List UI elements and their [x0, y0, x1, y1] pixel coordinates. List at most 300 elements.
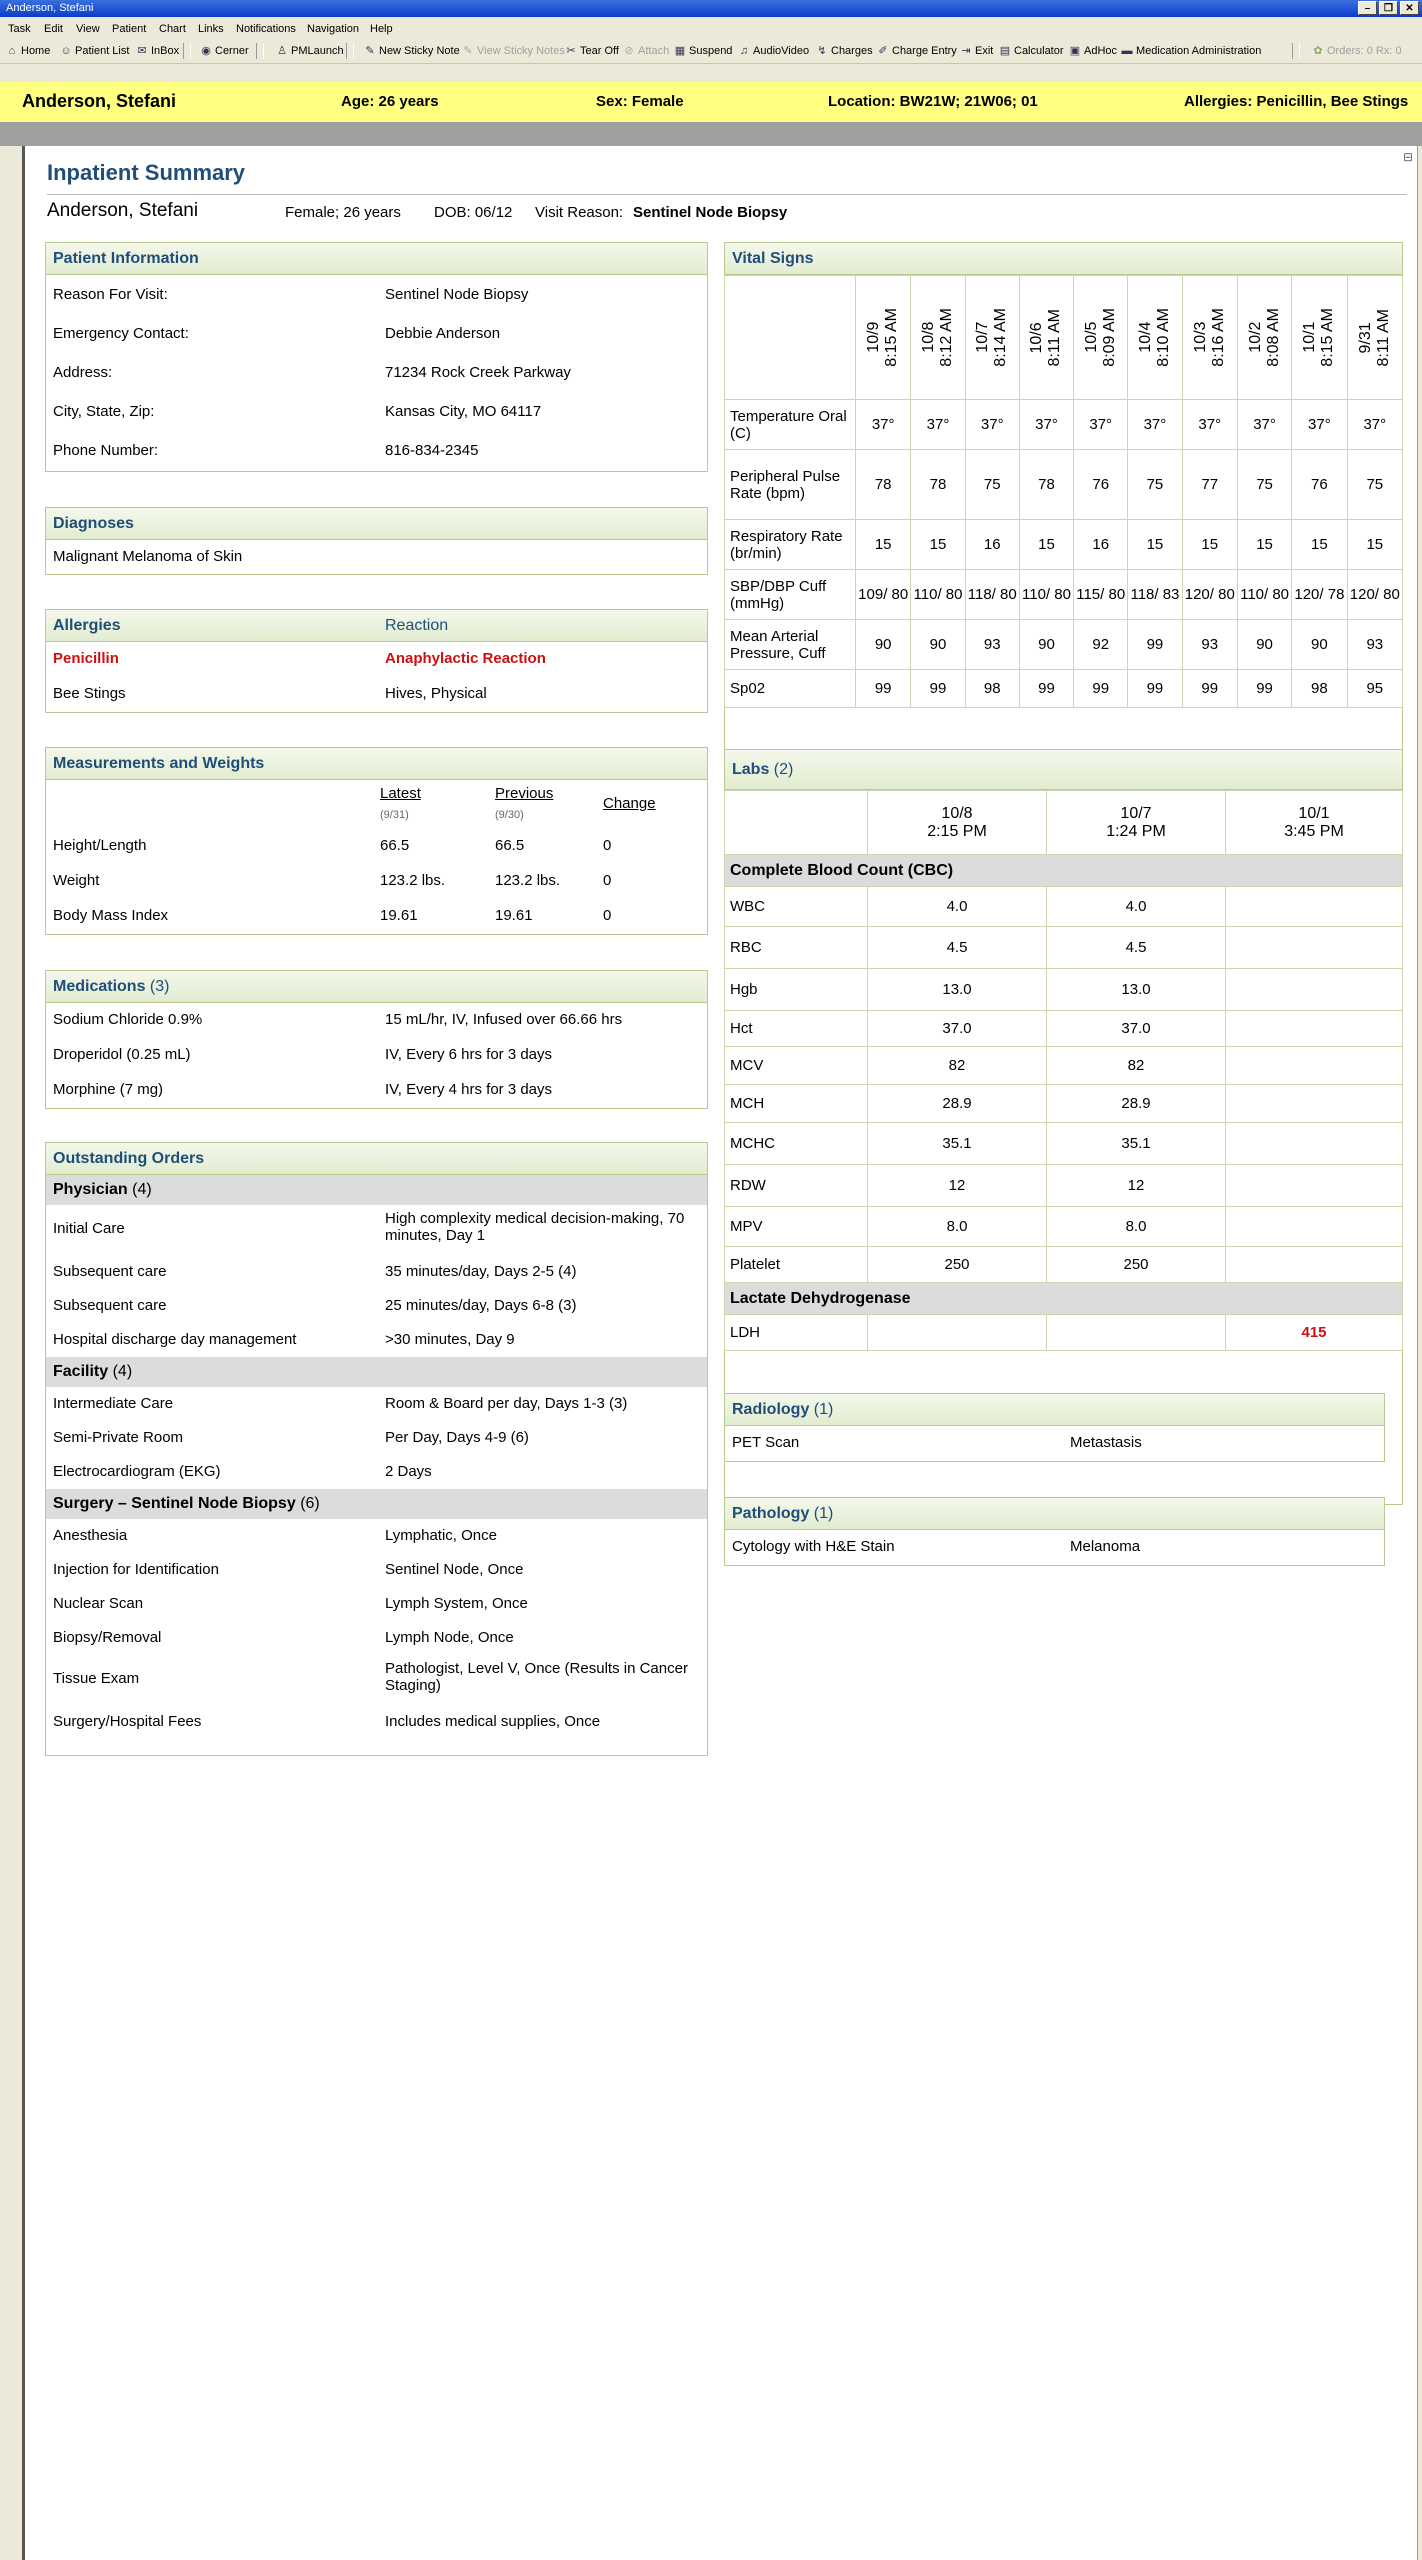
vital-time: 8:15 AM	[1319, 308, 1337, 367]
order-name: Injection for Identification	[53, 1561, 219, 1578]
menu-task[interactable]: Task	[8, 23, 31, 35]
new-sticky-note-button[interactable]	[364, 39, 460, 63]
measurement-latest: 66.5	[380, 837, 410, 854]
vital-value: 37°	[856, 400, 911, 450]
vital-value: 99	[1019, 670, 1073, 708]
order-detail: 2 Days	[385, 1463, 432, 1480]
radiology-row	[725, 1426, 1384, 1461]
adhoc-icon: ▣	[1069, 45, 1081, 57]
home-label: Home	[21, 45, 51, 57]
menu-bar	[0, 19, 1422, 39]
allergies-header: Allergies	[53, 617, 121, 634]
order-group-physician	[46, 1175, 707, 1205]
allergy-name: Penicillin	[53, 650, 119, 667]
order-detail: Includes medical supplies, Once	[385, 1713, 601, 1730]
reaction-header: Reaction	[385, 617, 449, 634]
vitals-row	[725, 670, 1403, 708]
vital-value: 75	[1347, 450, 1402, 520]
allergy-name: Bee Stings	[53, 685, 126, 702]
latest-header: Latest	[380, 785, 421, 802]
lab-label: RDW	[725, 1165, 868, 1207]
calculator-label: Calculator	[1014, 45, 1064, 57]
charge-entry-button[interactable]	[877, 39, 957, 63]
vitals-date-cell	[1074, 276, 1128, 400]
medication-administration-button[interactable]	[1121, 39, 1261, 63]
vital-label: Peripheral Pulse Rate (bpm)	[725, 450, 856, 520]
vital-value: 37°	[1074, 400, 1128, 450]
vital-time: 8:14 AM	[992, 308, 1010, 367]
panel-header: Outstanding Orders	[46, 1143, 707, 1175]
lab-value: 250	[1047, 1247, 1226, 1283]
order-row	[46, 1289, 707, 1323]
lab-time: 2:15 PM	[927, 822, 987, 840]
order-group-count: (4)	[112, 1363, 133, 1380]
vital-value: 118/ 80	[965, 570, 1019, 620]
banner-allergies: Allergies: Penicillin, Bee Stings	[1184, 93, 1409, 110]
banner-age: Age: 26 years	[341, 93, 439, 110]
vitals-date-cell	[911, 276, 965, 400]
order-group-count: (4)	[132, 1181, 152, 1198]
lab-value: 250	[868, 1247, 1047, 1283]
order-row	[46, 1705, 707, 1739]
panel-header: Measurements and Weights	[46, 748, 707, 780]
paperclip-icon: ⊘	[624, 45, 634, 57]
cerner-button[interactable]	[200, 39, 249, 63]
inbox-label: InBox	[151, 45, 180, 57]
vital-value: 15	[1128, 520, 1182, 570]
summary-demographics: Female; 26 years	[285, 204, 401, 221]
vital-value: 98	[965, 670, 1019, 708]
vital-value: 15	[1182, 520, 1237, 570]
pathology-row	[725, 1530, 1384, 1565]
cerner-icon: ◉	[201, 45, 211, 57]
menu-navigation[interactable]: Navigation	[307, 23, 359, 35]
menu-chart[interactable]: Chart	[159, 23, 186, 35]
sticky-notes-icon: ✎	[463, 45, 473, 57]
medications-count: (3)	[149, 978, 170, 995]
lab-value-abnormal: 415	[1226, 1315, 1403, 1351]
lab-value	[1226, 1247, 1403, 1283]
lab-value	[1226, 1047, 1403, 1085]
allergy-reaction: Hives, Physical	[385, 685, 487, 702]
banner-sex: Sex: Female	[596, 93, 684, 110]
vitals-row	[725, 400, 1403, 450]
order-detail: Room & Board per day, Days 1-3 (3)	[385, 1395, 628, 1412]
vital-value: 110/ 80	[1237, 570, 1291, 620]
order-group-name: Physician	[53, 1181, 128, 1198]
charge-entry-icon: ✐	[878, 45, 888, 57]
order-name: Subsequent care	[53, 1297, 167, 1314]
measurements-panel	[45, 747, 708, 935]
home-icon: ⌂	[8, 45, 16, 57]
lab-value: 37.0	[1047, 1011, 1226, 1047]
lab-value: 28.9	[1047, 1085, 1226, 1123]
orders-status[interactable]	[1312, 39, 1402, 63]
measurement-previous: 123.2 lbs.	[495, 872, 561, 889]
radiology-result: Metastasis	[1070, 1434, 1142, 1451]
labs-count: (2)	[773, 761, 794, 778]
info-value: Sentinel Node Biopsy	[385, 286, 529, 303]
medication-detail: IV, Every 4 hrs for 3 days	[385, 1081, 553, 1098]
vital-value: 93	[1182, 620, 1237, 670]
previous-header: Previous	[495, 785, 554, 802]
title-divider	[47, 194, 1407, 195]
labs-panel	[724, 749, 1403, 1505]
attach-button[interactable]	[623, 39, 669, 63]
vital-value: 99	[856, 670, 911, 708]
lab-value: 13.0	[868, 969, 1047, 1011]
orders-icon: ✿	[1313, 45, 1323, 57]
vital-date: 10/8	[920, 321, 937, 354]
vital-value: 37°	[1182, 400, 1237, 450]
adhoc-label: AdHoc	[1084, 45, 1118, 57]
lab-date-cell	[868, 791, 1047, 855]
lab-value: 4.0	[868, 887, 1047, 927]
vital-value: 78	[911, 450, 965, 520]
latest-date: (9/31)	[380, 809, 409, 821]
lab-label: Hgb	[725, 969, 868, 1011]
vitals-corner-cell	[725, 276, 856, 400]
panel-header	[46, 610, 707, 642]
info-value: Debbie Anderson	[385, 325, 501, 342]
pmlaunch-button[interactable]	[276, 39, 344, 63]
vital-date: 10/2	[1246, 321, 1264, 354]
attach-label: Attach	[638, 45, 670, 57]
adhoc-button[interactable]	[1069, 39, 1117, 63]
orders-label: Orders: 0 Rx: 0	[1327, 45, 1402, 57]
lab-value: 28.9	[868, 1085, 1047, 1123]
vital-value: 77	[1182, 450, 1237, 520]
info-label: City, State, Zip:	[53, 403, 155, 420]
vital-time: 8:15 AM	[883, 308, 901, 367]
inpatient-summary-view	[22, 146, 1418, 2560]
lab-row	[725, 1247, 1403, 1283]
patient-list-button[interactable]	[60, 39, 129, 63]
panel-header	[725, 1394, 1384, 1426]
menu-edit[interactable]: Edit	[44, 23, 63, 35]
measurement-change: 0	[603, 837, 612, 854]
view-sticky-notes-button[interactable]	[462, 39, 565, 63]
lab-value	[1226, 1085, 1403, 1123]
lab-row	[725, 1047, 1403, 1085]
lab-date: 10/7	[1120, 804, 1152, 822]
labs-table	[724, 790, 1403, 1351]
measurement-row	[46, 900, 707, 935]
vital-value: 92	[1074, 620, 1128, 670]
medication-row	[46, 1003, 707, 1038]
order-detail: Per Day, Days 4-9 (6)	[385, 1429, 529, 1446]
lab-section-row	[725, 855, 1403, 887]
order-detail: 25 minutes/day, Days 6-8 (3)	[385, 1297, 577, 1314]
vital-value: 15	[911, 520, 965, 570]
vital-value: 78	[856, 450, 911, 520]
order-row	[46, 1421, 707, 1455]
lab-label: WBC	[725, 887, 868, 927]
charges-label: Charges	[831, 45, 873, 57]
vitals-date-cell	[1019, 276, 1073, 400]
panel-header	[725, 750, 1402, 790]
vital-value: 120/ 80	[1182, 570, 1237, 620]
order-name: Electrocardiogram (EKG)	[53, 1463, 221, 1480]
order-group-facility	[46, 1357, 707, 1387]
vitals-date-cell	[1182, 276, 1237, 400]
calculator-icon: ▤	[999, 45, 1011, 57]
collapse-icon[interactable]: ⊟	[1402, 150, 1413, 164]
vital-time: 8:08 AM	[1264, 308, 1282, 367]
order-row	[46, 1621, 707, 1655]
vital-value: 90	[1237, 620, 1291, 670]
order-name: Biopsy/Removal	[53, 1629, 162, 1646]
order-group-count: (6)	[300, 1495, 320, 1512]
vital-label: Respiratory Rate (br/min)	[725, 520, 856, 570]
info-value: 71234 Rock Creek Parkway	[385, 364, 571, 381]
info-row	[46, 353, 707, 392]
lab-value	[1226, 1207, 1403, 1247]
exit-button[interactable]	[960, 39, 993, 63]
lab-section-name: Lactate Dehydrogenase	[725, 1283, 1403, 1315]
vital-date: 10/4	[1136, 321, 1154, 354]
lab-time: 3:45 PM	[1284, 822, 1344, 840]
order-name: Tissue Exam	[53, 1670, 140, 1687]
menu-notifications[interactable]: Notifications	[236, 23, 296, 35]
vital-value: 15	[1019, 520, 1073, 570]
lab-time: 1:24 PM	[1106, 822, 1166, 840]
info-label: Phone Number:	[53, 442, 159, 459]
vital-value: 75	[1128, 450, 1182, 520]
lab-row	[725, 1123, 1403, 1165]
medications-header: Medications	[53, 978, 146, 995]
order-detail: 35 minutes/day, Days 2-5 (4)	[385, 1263, 577, 1280]
vital-value: 16	[1074, 520, 1128, 570]
vital-date: 10/3	[1191, 321, 1209, 354]
view-sticky-label: View Sticky Notes	[477, 45, 565, 57]
pmlaunch-label: PMLaunch	[291, 45, 344, 57]
audio-video-label: AudioVideo	[753, 45, 810, 57]
vital-value: 110/ 80	[911, 570, 965, 620]
measurement-label: Weight	[53, 872, 100, 889]
vital-value: 110/ 80	[1019, 570, 1073, 620]
lab-value: 12	[868, 1165, 1047, 1207]
toolbar-separator	[346, 43, 354, 59]
medication-name: Morphine (7 mg)	[53, 1081, 164, 1098]
pathology-panel	[724, 1497, 1385, 1566]
lab-value: 4.5	[868, 927, 1047, 969]
lab-label: LDH	[725, 1315, 868, 1351]
vital-time: 8:10 AM	[1154, 308, 1172, 367]
patient-list-label: Patient List	[75, 45, 130, 57]
medication-row	[46, 1073, 707, 1108]
lab-label: RBC	[725, 927, 868, 969]
order-detail: Pathologist, Level V, Once (Results in Cancer Staging)	[385, 1660, 688, 1694]
medication-row	[46, 1038, 707, 1073]
allergy-row	[46, 642, 707, 677]
vital-value: 37°	[1292, 400, 1347, 450]
lab-section-name: Complete Blood Count (CBC)	[725, 855, 1403, 887]
order-name: Subsequent care	[53, 1263, 167, 1280]
vitals-date-cell	[1128, 276, 1182, 400]
change-header: Change	[603, 795, 656, 812]
person-icon: ☺	[60, 45, 72, 57]
vital-value: 37°	[1128, 400, 1182, 450]
patient-information-panel	[45, 242, 708, 472]
calculator-button[interactable]	[999, 39, 1064, 63]
vital-date: 10/5	[1082, 321, 1100, 354]
vital-date: 10/9	[865, 321, 883, 354]
vitals-date-cell	[1237, 276, 1291, 400]
lab-row	[725, 1207, 1403, 1247]
lab-value: 12	[1047, 1165, 1226, 1207]
vital-value: 90	[1292, 620, 1347, 670]
audio-video-button[interactable]	[738, 39, 809, 63]
vitals-date-cell	[856, 276, 911, 400]
lab-label: Hct	[725, 1011, 868, 1047]
info-value: Kansas City, MO 64117	[385, 403, 542, 420]
vital-value: 78	[1019, 450, 1073, 520]
order-detail: High complexity medical decision-making, 70 minutes, Day 1	[385, 1210, 685, 1244]
lab-value: 37.0	[868, 1011, 1047, 1047]
measurement-change: 0	[603, 907, 612, 924]
measurement-previous: 19.61	[495, 907, 533, 924]
menu-help[interactable]: Help	[370, 23, 393, 35]
lab-row	[725, 1315, 1403, 1351]
vital-value: 109/ 80	[856, 570, 911, 620]
vital-time: 8:11 AM	[1374, 308, 1392, 367]
info-row	[46, 431, 707, 470]
vitals-row	[725, 570, 1403, 620]
vital-label: SBP/DBP Cuff (mmHg)	[725, 570, 856, 620]
toolbar-separator	[183, 43, 191, 59]
order-name: Nuclear Scan	[53, 1595, 144, 1612]
lab-value	[1226, 969, 1403, 1011]
lab-row	[725, 887, 1403, 927]
vital-value: 98	[1292, 670, 1347, 708]
vitals-row	[725, 520, 1403, 570]
panel-header: Patient Information	[46, 243, 707, 275]
panel-header	[725, 1498, 1384, 1530]
lab-label: MPV	[725, 1207, 868, 1247]
lab-row	[725, 1011, 1403, 1047]
vital-value: 99	[911, 670, 965, 708]
menu-patient[interactable]: Patient	[112, 23, 147, 35]
vital-value: 99	[1074, 670, 1128, 708]
panel-header: Vital Signs	[725, 243, 1402, 275]
previous-date: (9/30)	[495, 809, 524, 821]
vital-time: 8:12 AM	[938, 308, 955, 367]
vital-label: Mean Arterial Pressure, Cuff	[725, 620, 856, 670]
page-title: Inpatient Summary	[47, 160, 246, 185]
order-detail: Lymphatic, Once	[385, 1527, 497, 1544]
vital-value: 95	[1347, 670, 1402, 708]
measurement-label: Height/Length	[53, 837, 147, 854]
audio-video-icon: ♫	[739, 45, 749, 57]
menu-links[interactable]: Links	[198, 23, 224, 35]
lab-date: 10/8	[941, 804, 973, 822]
vital-value: 90	[911, 620, 965, 670]
pathology-header: Pathology	[732, 1505, 810, 1522]
order-group-surgery	[46, 1489, 707, 1519]
vital-value: 37°	[1237, 400, 1291, 450]
launch-icon: ♙	[277, 45, 287, 57]
vital-value: 15	[856, 520, 911, 570]
close-button[interactable]: ✕	[1400, 1, 1419, 15]
lab-value	[1226, 1011, 1403, 1047]
restore-button[interactable]: ❐	[1379, 1, 1398, 15]
order-detail: Lymph System, Once	[385, 1595, 528, 1612]
vital-value: 15	[1237, 520, 1291, 570]
lab-section-row	[725, 1283, 1403, 1315]
lab-value: 82	[1047, 1047, 1226, 1085]
measurement-label: Body Mass Index	[53, 907, 169, 924]
vitals-date-cell	[1292, 276, 1347, 400]
inbox-button[interactable]	[136, 39, 179, 63]
home-button[interactable]	[6, 39, 50, 63]
vital-time: 8:09 AM	[1100, 308, 1118, 367]
info-value: 816-834-2345	[385, 442, 479, 459]
vital-value: 37°	[1347, 400, 1402, 450]
inbox-icon: ✉	[137, 45, 147, 57]
measurement-row	[46, 865, 707, 900]
suspend-button[interactable]	[674, 39, 732, 63]
order-row	[46, 1255, 707, 1289]
order-detail: Lymph Node, Once	[385, 1629, 514, 1646]
vital-value: 15	[1347, 520, 1402, 570]
vital-value: 93	[1347, 620, 1402, 670]
order-row	[46, 1519, 707, 1553]
charges-button[interactable]	[816, 39, 873, 63]
vital-date: 9/31	[1356, 321, 1374, 354]
info-label: Reason For Visit:	[53, 286, 168, 303]
info-row	[46, 314, 707, 353]
diagnoses-panel	[45, 507, 708, 575]
lab-label: Platelet	[725, 1247, 868, 1283]
order-row	[46, 1587, 707, 1621]
order-name: Hospital discharge day management	[53, 1331, 297, 1348]
order-row	[46, 1387, 707, 1421]
medication-icon: ▬	[1121, 45, 1133, 57]
tear-off-button[interactable]	[565, 39, 619, 63]
exit-icon: ⇥	[961, 45, 971, 57]
order-group-name: Surgery – Sentinel Node Biopsy	[53, 1495, 296, 1512]
lab-value: 35.1	[1047, 1123, 1226, 1165]
vitals-date-cell	[1347, 276, 1402, 400]
vitals-row	[725, 620, 1403, 670]
menu-view[interactable]: View	[76, 23, 100, 35]
vital-date: 10/1	[1301, 321, 1319, 354]
pathology-count: (1)	[813, 1505, 834, 1522]
patient-banner	[0, 82, 1422, 122]
measurement-latest: 19.61	[380, 907, 418, 924]
lab-value: 4.0	[1047, 887, 1226, 927]
order-name: Semi-Private Room	[53, 1429, 184, 1446]
toolbar-separator	[1292, 43, 1300, 59]
lab-row	[725, 1165, 1403, 1207]
lab-row	[725, 969, 1403, 1011]
lab-value	[1226, 887, 1403, 927]
vital-value: 93	[965, 620, 1019, 670]
lab-date-cell	[1047, 791, 1226, 855]
summary-dob: DOB: 06/12	[434, 204, 513, 221]
radiology-count: (1)	[813, 1401, 834, 1418]
minimize-button[interactable]: –	[1358, 1, 1377, 15]
lab-row	[725, 927, 1403, 969]
lab-value: 8.0	[1047, 1207, 1226, 1247]
banner-location: Location: BW21W; 21W06; 01	[828, 93, 1038, 110]
radiology-name: PET Scan	[732, 1434, 800, 1451]
pathology-name: Cytology with H&E Stain	[732, 1538, 895, 1555]
measurement-change: 0	[603, 872, 612, 889]
medication-detail: 15 mL/hr, IV, Infused over 66.66 hrs	[385, 1011, 623, 1028]
vital-time: 8:11 AM	[1046, 308, 1064, 367]
